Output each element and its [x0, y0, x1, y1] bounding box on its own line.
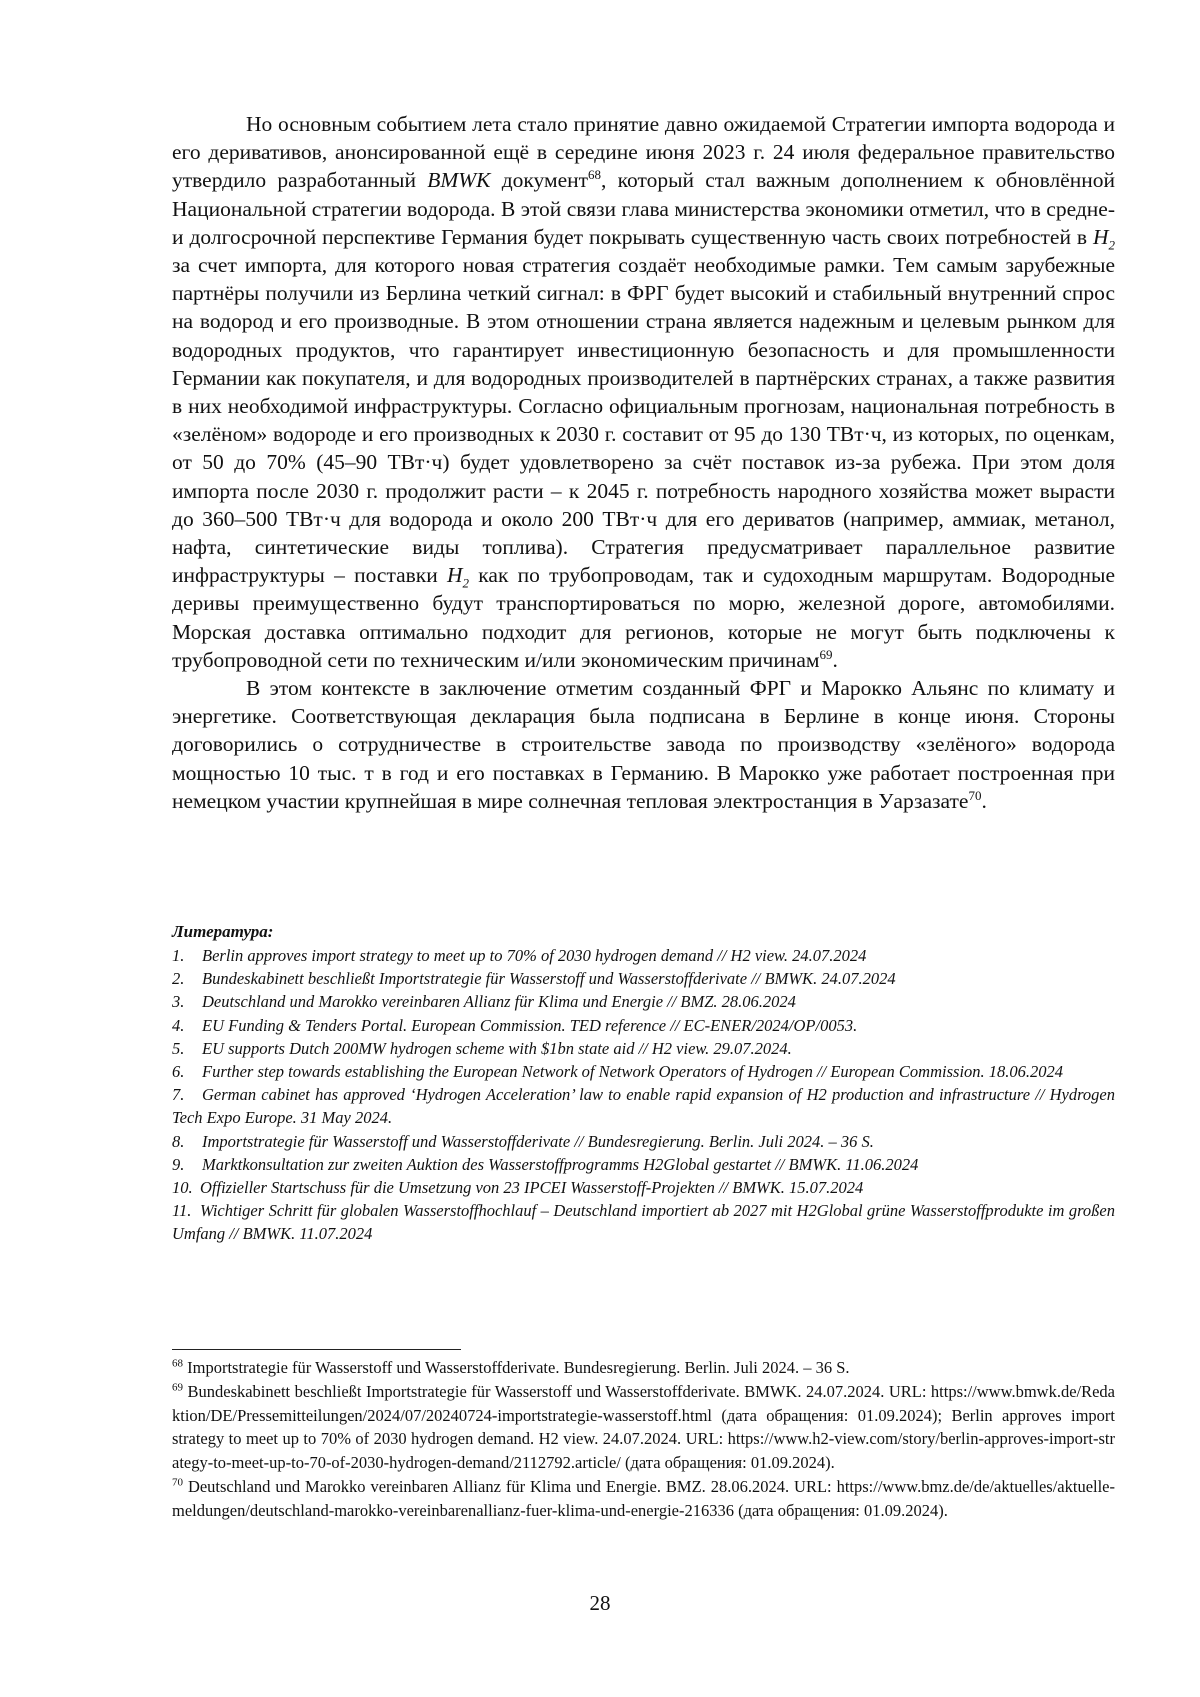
paragraph-1 — [172, 110, 1115, 674]
reference-item — [172, 1130, 1115, 1153]
text-run: . — [832, 647, 838, 672]
footnote-text: (дата обращения: 01.09.2024). — [733, 1500, 948, 1520]
formula-subscript: 2 — [462, 575, 470, 591]
text-run: за счет импорта, для которого новая стратегия создаёт необходимые рамки. Тем самым зарубежные партнёры получили из Берлина четкий сигнал: в ФРГ будет высокий и стабильный внутренний спрос на водород и его производные. В этом отношении страна является надежным и целевым рынком для водородных продуктов, что гарантирует инвестиционную безопасность и для промышленности Германии как покупателя, и для водородных производителей в партнёрских странах, а также развития в них необходимой инфраструктуры. Согласно официальным прогнозам, национальная потребность в «зелёном» водороде и его производных к 2030 г. составит от 95 до 130 ТВт·ч, из которых, по оценкам, от 50 до 70% (45–90 ТВт·ч) будет удовлетворено за счёт поставок из-за рубежа. При этом доля импорта после 2030 г. продолжит расти – к 2045 г. потребность народного хозяйства может вырасти до 360–500 ТВт·ч для водорода и около 200 ТВт·ч для его дериватов (например, аммиак, метанол, нафта, синтетические виды топлива). Стратегия предусматривает параллельное развитие инфраструктуры – поставки — [172, 253, 1115, 588]
formula-subscript: 2 — [1108, 237, 1115, 253]
text-run: . — [981, 788, 987, 813]
footnote-text: (дата обращения: 01.09.2024). — [620, 1453, 835, 1473]
reference-item — [172, 944, 1115, 967]
reference-text: German cabinet has approved ‘Hydrogen Acceleration’ law to enable rapid expansion of H2 production and infrastructure // Hydrogen Tech Expo Europe. 31 May 2024. — [172, 1085, 1115, 1128]
reference-text: Wichtiger Schritt für globalen Wasserstoffhochlauf – Deutschland importiert ab 2027 mit H2Global grüne Wasserstoffprodukte im großen Umfang // BMWK. 11.07.2024 — [172, 1201, 1115, 1244]
footnote-mark: 70 — [172, 1476, 183, 1489]
footnote-text: (дата обращения: 01.09.2024); Berlin approves import strategy to meet up to 70% of 2030 hydrogen demand. H2 view. 24.07.2024. URL: — [172, 1405, 1115, 1449]
footnote-url-link[interactable]: https://www.bmz.de/de/aktuelles/aktuelle-meldungen/deutschland-marokko-vereinbarenallianz-fuer-klima-und-energie-216336 — [172, 1476, 1115, 1520]
footnote-text: Bundeskabinett beschließt Importstrategie für Wasserstoff und Wasserstoffderivate. BMWK. 24.07.2024. URL: — [187, 1381, 931, 1401]
footnote-separator — [172, 1349, 461, 1350]
reference-item — [172, 1014, 1115, 1037]
reference-text: Importstrategie für Wasserstoff und Wasserstoffderivate // Bundesregierung. Berlin. Juli 2024. – 36 S. — [202, 1131, 874, 1151]
reference-text: Offizieller Startschuss für die Umsetzung von 23 IPCEI Wasserstoff-Projekten // BMWK. 15.07.2024 — [200, 1178, 864, 1198]
footnote-url-link[interactable]: https://www.bmwk.de/Redaktion/DE/Pressemitteilungen/2024/07/20240724-importstrategie-wasserstoff.html — [172, 1381, 1115, 1425]
reference-number: 6. — [172, 1062, 185, 1082]
reference-item — [172, 1176, 1115, 1199]
text-run: В этом контексте в заключение отметим созданный ФРГ и Марокко Альянс по климату и энергетике. Соответствующая декларация была подписана в Берлине в конце июня. Стороны договорились о сотрудничестве в строительстве завода по производству «зелёного» водорода мощностью 10 тыс. т в год и его поставках в Германию. В Марокко уже работает построенная при немецком участии крупнейшая в мире солнечная тепловая электростанция в Уарзазате — [172, 676, 1115, 813]
reference-number: 1. — [172, 946, 185, 965]
footnote-ref-68[interactable]: 68 — [588, 167, 602, 183]
reference-item — [172, 1153, 1115, 1176]
reference-number: 11. — [172, 1201, 192, 1221]
references-list — [172, 944, 1115, 1246]
paragraph-2 — [172, 674, 1115, 815]
footnote-mark: 69 — [172, 1381, 183, 1394]
footnote-ref-70[interactable]: 70 — [968, 787, 982, 803]
reference-item — [172, 990, 1115, 1013]
footnote-mark: 68 — [172, 1357, 183, 1370]
reference-item — [172, 1037, 1115, 1060]
text-run: как по трубопроводам, так и судоходным маршрутам. Водородные деривы преимущественно будут транспортироваться по морю, железной дороге, автомобилями. Морская доставка оптимально подходит для регионов, которые не могут быть подключены к трубопроводной сети по техническим и/или экономическим причинам — [172, 563, 1115, 672]
reference-item — [172, 1060, 1115, 1083]
footnote-69 — [172, 1380, 1115, 1475]
page-number: 28 — [589, 1591, 611, 1615]
formula-symbol: H — [447, 563, 463, 588]
reference-number: 5. — [172, 1038, 185, 1058]
reference-number: 2. — [172, 969, 185, 989]
reference-number: 7. — [172, 1085, 185, 1105]
h2-formula — [447, 563, 470, 591]
reference-text: Bundeskabinett beschließt Importstrategie für Wasserstoff und Wasserstoffderivate // BMWK. 24.07.2024 — [202, 969, 896, 989]
main-text — [172, 110, 1115, 815]
footnote-ref-69[interactable]: 69 — [819, 646, 833, 662]
reference-text: Marktkonsultation zur zweiten Auktion des Wasserstoffprogramms H2Global gestartet // BMWK. 11.06.2024 — [202, 1154, 919, 1174]
footnote-text: Deutschland und Marokko vereinbaren Allianz für Klima und Energie. BMZ. 28.06.2024. URL: — [187, 1476, 837, 1496]
footnote-url-link[interactable]: https://www.h2-view.com/story/berlin-approves-import-strategy-to-meet-up-to-70-of-2030-hydrogen-demand/2112792.article/ — [172, 1429, 1115, 1473]
reference-item — [172, 967, 1115, 990]
reference-text: Berlin approves import strategy to meet up to 70% of 2030 hydrogen demand // H2 view. 24.07.2024 — [202, 946, 867, 965]
footnote-70 — [172, 1475, 1115, 1523]
references-heading: Литература: — [172, 922, 274, 941]
reference-number: 9. — [172, 1154, 185, 1174]
reference-item — [172, 1199, 1115, 1245]
footnote-text: Importstrategie für Wasserstoff und Wasserstoffderivate. Bundesregierung. Berlin. Juli 2024. – 36 S. — [187, 1358, 850, 1377]
reference-number: 4. — [172, 1015, 185, 1035]
text-run: Но основным событием лета стало принятие давно ожидаемой Стратегии импорта водорода и его деривативов, анонсированной ещё в середине июня 2023 г. 24 июля федеральное правительство утвердило разработанный — [172, 112, 1115, 193]
footnote-68 — [172, 1356, 1115, 1380]
reference-text: EU supports Dutch 200MW hydrogen scheme with $1bn state aid // H2 view. 29.07.2024. — [202, 1038, 792, 1058]
footnotes — [172, 1356, 1115, 1523]
reference-text: Deutschland und Marokko vereinbaren Allianz für Klima und Energie // BMZ. 28.06.2024 — [202, 992, 796, 1012]
reference-text: Further step towards establishing the European Network of Network Operators of Hydrogen // European Commission. 18.06.2024 — [202, 1062, 1064, 1082]
reference-number: 3. — [172, 992, 185, 1012]
reference-item — [172, 1083, 1115, 1129]
formula-symbol: H — [1092, 224, 1109, 249]
text-run-italic: BMWK — [427, 168, 491, 193]
reference-text: EU Funding & Tenders Portal. European Commission. TED reference // EC-ENER/2024/OP/0053. — [202, 1015, 858, 1035]
text-run: документ — [490, 168, 589, 193]
h2-formula — [1092, 224, 1115, 253]
reference-number: 8. — [172, 1131, 185, 1151]
reference-number: 10. — [172, 1178, 193, 1198]
text-run: , который стал важным дополнением к обновлённой Национальной стратегии водорода. В этой связи глава министерства экономики отметил, что в средне- и долгосрочной перспективе Германия будет покрывать существенную часть своих потребностей в — [172, 168, 1115, 249]
